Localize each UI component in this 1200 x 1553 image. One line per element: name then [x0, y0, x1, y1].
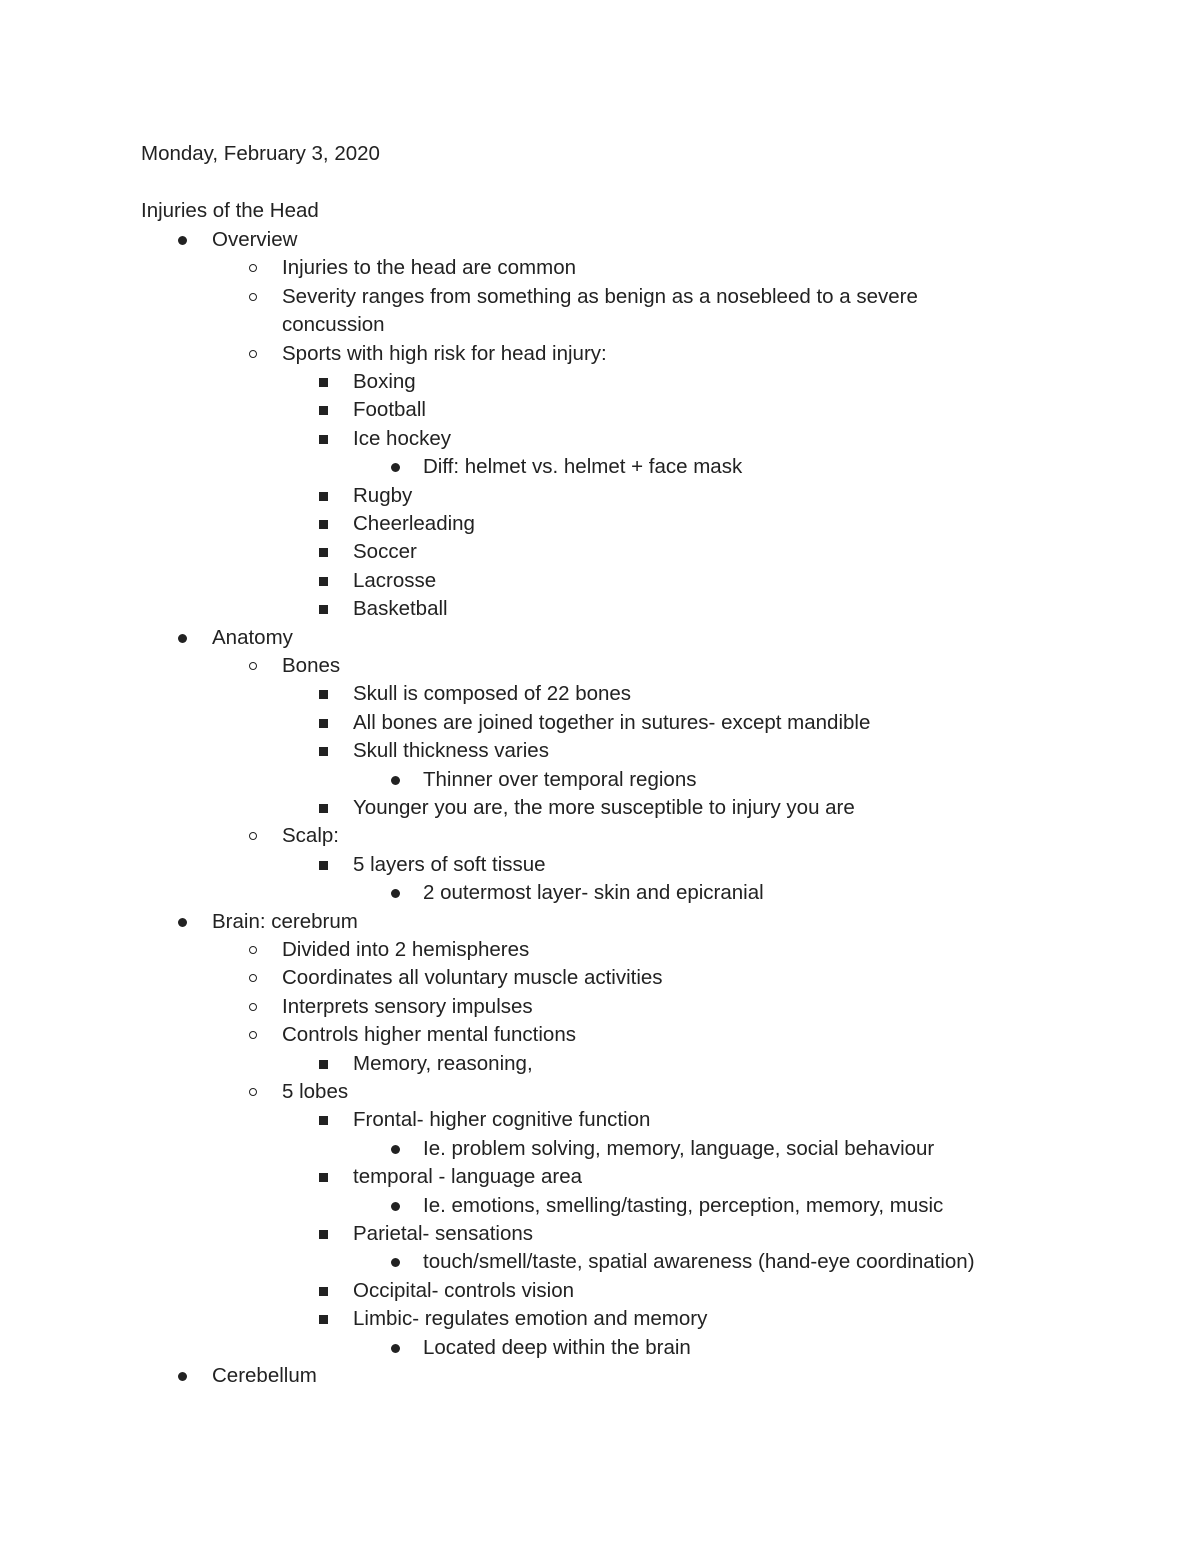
outline-item-level-3 [0, 709, 1200, 737]
outline-item-text: temporal - language area [353, 1165, 583, 1189]
outline-item-text: Severity ranges from something as benign as a nosebleed to a severe [282, 284, 918, 308]
outline-item-level-3 [0, 1163, 1200, 1191]
square-bullet-icon [319, 406, 328, 415]
outline-item-level-3 [0, 1050, 1200, 1078]
outline-item-level-1 [0, 1362, 1200, 1390]
outline-item-level-1 [0, 226, 1200, 254]
outline-item-level-3 [0, 482, 1200, 510]
outline-item-text: Boxing [353, 370, 416, 393]
outline-item-text: Located deep within the brain [423, 1335, 691, 1359]
outline-item-level-3 [0, 680, 1200, 708]
circle-bullet-icon [249, 1003, 257, 1011]
outline-item-level-4 [0, 766, 1200, 794]
outline-item-text: Thinner over temporal regions [423, 767, 697, 791]
outline-item-level-3 [0, 1220, 1200, 1248]
outline-item-text: concussion [282, 313, 385, 337]
outline-item-text: 5 lobes [282, 1080, 349, 1103]
outline-item-text: Limbic- regulates emotion and memory [353, 1307, 708, 1331]
outline-item-text: Younger you are, the more susceptible to injury you are [353, 796, 855, 819]
outline-item-text: Injuries to the head are common [282, 256, 576, 280]
circle-bullet-icon [249, 293, 257, 301]
outline-item-text: Interprets sensory impulses [282, 994, 533, 1018]
outline-item-level-1 [0, 908, 1200, 936]
outline-item-level-3 [0, 1106, 1200, 1134]
outline-item-level-2 [0, 283, 1200, 311]
outline-item-text: Controls higher mental functions [282, 1023, 576, 1047]
outline-item-level-2 [0, 993, 1200, 1021]
disc-bullet-icon [391, 463, 400, 472]
outline-item-level-3 [0, 510, 1200, 538]
square-bullet-icon [319, 1287, 328, 1296]
document-title-text: Injuries of the Head [141, 199, 319, 222]
outline-item-level-4 [0, 1334, 1200, 1362]
square-bullet-icon [319, 861, 328, 870]
outline-item-level-1 [0, 624, 1200, 652]
outline-item-text: 5 layers of soft tissue [353, 852, 546, 876]
disc-bullet-icon [178, 918, 187, 927]
outline-item-text: Parietal- sensations [353, 1222, 534, 1245]
outline-item-text: Skull is composed of 22 bones [353, 682, 632, 706]
outline-item-level-3 [0, 538, 1200, 566]
outline-item-level-2 [0, 311, 1200, 339]
circle-bullet-icon [249, 832, 257, 840]
disc-bullet-icon [391, 1258, 400, 1267]
outline-item-text: Soccer [353, 540, 417, 564]
outline-item-text: Diff: helmet vs. helmet + face mask [423, 455, 743, 479]
circle-bullet-icon [249, 264, 257, 272]
square-bullet-icon [319, 605, 328, 614]
outline-item-text: All bones are joined together in sutures- except mandible [353, 710, 871, 734]
disc-bullet-icon [178, 236, 187, 245]
outline-item-level-3 [0, 425, 1200, 453]
outline-item-text: Frontal- higher cognitive function [353, 1108, 651, 1132]
circle-bullet-icon [249, 662, 257, 670]
disc-bullet-icon [391, 776, 400, 785]
outline-item-level-2 [0, 822, 1200, 850]
outline-item-level-3 [0, 794, 1200, 822]
circle-bullet-icon [249, 1088, 257, 1096]
square-bullet-icon [319, 1315, 328, 1324]
outline-item-level-4 [0, 879, 1200, 907]
square-bullet-icon [319, 577, 328, 586]
document-date-text: Monday, February 3, 2020 [141, 142, 380, 165]
square-bullet-icon [319, 1060, 328, 1069]
outline-item-level-2 [0, 254, 1200, 282]
outline-item-level-2 [0, 936, 1200, 964]
outline-item-text: Scalp: [282, 824, 339, 848]
disc-bullet-icon [178, 1372, 187, 1381]
square-bullet-icon [319, 378, 328, 387]
disc-bullet-icon [391, 1344, 400, 1353]
outline-item-level-2 [0, 340, 1200, 368]
outline-item-text: Coordinates all voluntary muscle activities [282, 966, 663, 990]
outline-item-text: Ie. emotions, smelling/tasting, perception, memory, music [423, 1193, 944, 1217]
outline-item-text: Anatomy [212, 625, 293, 649]
outline-item-text: Divided into 2 hemispheres [282, 938, 530, 961]
outline-item-text: Skull thickness varies [353, 739, 549, 763]
outline-item-text: touch/smell/taste, spatial awareness (hand-eye coordination) [423, 1250, 975, 1274]
outline-item-level-2 [0, 964, 1200, 992]
outline-item-level-2 [0, 1021, 1200, 1049]
outline-item-level-3 [0, 1277, 1200, 1305]
square-bullet-icon [319, 1173, 328, 1182]
square-bullet-icon [319, 747, 328, 756]
outline-item-text: Overview [212, 228, 298, 251]
outline-item-text: Occipital- controls vision [353, 1278, 575, 1302]
square-bullet-icon [319, 690, 328, 699]
outline-item-level-3 [0, 396, 1200, 424]
outline-item-level-4 [0, 453, 1200, 481]
square-bullet-icon [319, 520, 328, 529]
square-bullet-icon [319, 492, 328, 501]
square-bullet-icon [319, 719, 328, 728]
outline-item-level-3 [0, 567, 1200, 595]
circle-bullet-icon [249, 1031, 257, 1039]
outline-item-level-3 [0, 737, 1200, 765]
square-bullet-icon [319, 435, 328, 444]
square-bullet-icon [319, 804, 328, 813]
outline-item-level-3 [0, 851, 1200, 879]
outline-item-level-2 [0, 652, 1200, 680]
outline-item-text: Brain: cerebrum [212, 909, 358, 933]
disc-bullet-icon [178, 634, 187, 643]
outline-item-text: Memory, reasoning, [353, 1051, 533, 1075]
outline-item-text: Football [353, 398, 426, 422]
outline-item-level-3 [0, 368, 1200, 396]
outline-item-text: Cheerleading [353, 512, 475, 535]
outline-item-level-4 [0, 1248, 1200, 1276]
disc-bullet-icon [391, 1145, 400, 1154]
circle-bullet-icon [249, 974, 257, 982]
outline-item-text: Lacrosse [353, 568, 437, 592]
outline-item-level-3 [0, 595, 1200, 623]
outline-item-text: Ice hockey [353, 426, 451, 450]
outline-item-text: Rugby [353, 483, 413, 507]
outline-item-text: Cerebellum [212, 1364, 317, 1387]
outline-item-text: 2 outermost layer- skin and epicranial [423, 881, 764, 905]
disc-bullet-icon [391, 1202, 400, 1211]
outline-item-level-4 [0, 1135, 1200, 1163]
circle-bullet-icon [249, 350, 257, 358]
outline-item-level-2 [0, 1078, 1200, 1106]
square-bullet-icon [319, 1230, 328, 1239]
outline-item-level-3 [0, 1305, 1200, 1333]
outline-item-text: Ie. problem solving, memory, language, social behaviour [423, 1136, 935, 1160]
circle-bullet-icon [249, 946, 257, 954]
outline-item-text: Sports with high risk for head injury: [282, 341, 607, 365]
square-bullet-icon [319, 1116, 328, 1125]
outline-item-text: Basketball [353, 597, 448, 621]
square-bullet-icon [319, 548, 328, 557]
disc-bullet-icon [391, 889, 400, 898]
outline-item-level-4 [0, 1192, 1200, 1220]
outline-item-text: Bones [282, 654, 341, 677]
